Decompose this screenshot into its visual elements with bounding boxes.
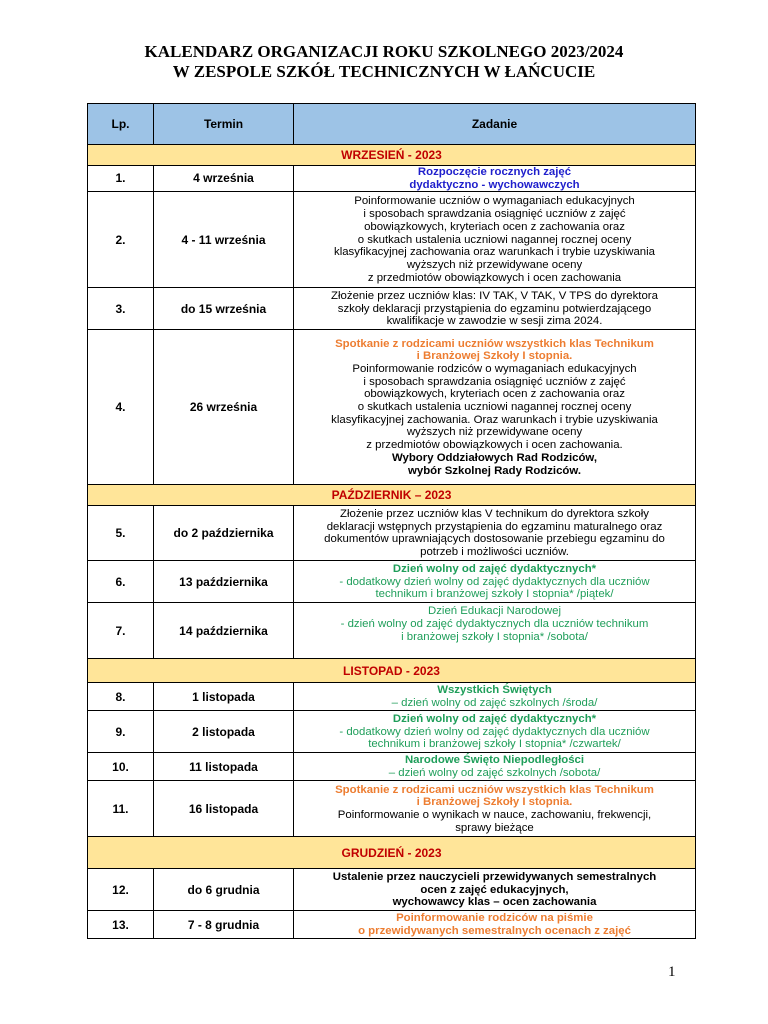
row-lp: 6.	[88, 561, 154, 603]
month-row-pazdziernik	[88, 485, 696, 506]
table-row	[88, 781, 696, 837]
task-line: Spotkanie z rodzicami uczniów wszystkich klas Technikum	[335, 337, 654, 350]
task-line: Złożenie przez uczniów klas: IV TAK, V TAK, V TPS do dyrektora	[331, 289, 658, 302]
row-termin: 2 listopada	[154, 711, 294, 753]
task-line: dokumentów uprawniających dostosowanie przebiegu egzaminu do	[324, 533, 665, 546]
task-line: Wszystkich Świętych	[437, 684, 552, 697]
task-line: klasyfikacyjnej zachowania. Oraz warunkach i trybie uzyskiwania	[331, 413, 658, 426]
row-termin: do 6 grudnia	[154, 869, 294, 911]
table-row	[88, 166, 696, 192]
row-zadanie	[294, 561, 696, 603]
month-label: WRZESIEŃ - 2023	[88, 145, 696, 166]
task-line: - dodatkowy dzień wolny od zajęć dydaktycznych dla uczniów	[339, 575, 650, 588]
header-lp: Lp.	[88, 104, 154, 145]
row-zadanie	[294, 869, 696, 911]
task-line: i branżowej szkoły I stopnia* /sobota/	[401, 630, 588, 643]
task-line: Ustalenie przez nauczycieli przewidywanych semestralnych	[332, 870, 657, 883]
task-line: Poinformowanie rodziców o wymaganiach edukacyjnych	[352, 362, 637, 375]
task-line: potrzeb i możliwości uczniów.	[420, 546, 569, 559]
table-row	[88, 603, 696, 659]
month-row-wrzesien	[88, 145, 696, 166]
row-lp: 12.	[88, 869, 154, 911]
task-line: klasyfikacyjnej zachowania oraz warunkach i trybie uzyskiwania	[334, 246, 655, 259]
document-title	[0, 42, 768, 82]
row-lp: 11.	[88, 781, 154, 837]
calendar-table	[87, 103, 696, 939]
row-zadanie	[294, 506, 696, 561]
task-line: Narodowe Święto Niepodległości	[404, 754, 585, 767]
task-line: i Branżowej Szkoły I stopnia.	[416, 796, 573, 809]
month-row-grudzien	[88, 837, 696, 869]
row-lp: 1.	[88, 166, 154, 192]
row-lp: 4.	[88, 330, 154, 485]
row-lp: 9.	[88, 711, 154, 753]
row-lp: 10.	[88, 753, 154, 781]
task-line: – dzień wolny od zajęć szkolnych /sobota/	[388, 766, 601, 779]
month-label: GRUDZIEŃ - 2023	[88, 837, 696, 869]
row-zadanie	[294, 603, 696, 659]
task-line: i Branżowej Szkoły I stopnia.	[416, 350, 573, 363]
task-line: wychowawcy klas – ocen zachowania	[392, 896, 597, 909]
table-row	[88, 753, 696, 781]
row-termin: 13 października	[154, 561, 294, 603]
task-line: Spotkanie z rodzicami uczniów wszystkich klas Technikum	[335, 783, 654, 796]
table-row	[88, 711, 696, 753]
task-line: ocen z zajęć edukacyjnych,	[420, 883, 569, 896]
row-zadanie	[294, 166, 696, 192]
row-lp: 3.	[88, 288, 154, 330]
task-line: o skutkach ustalenia uczniowi nagannej rocznej oceny	[357, 401, 632, 414]
row-termin: 16 listopada	[154, 781, 294, 837]
task-line: technikum i branżowej szkoły I stopnia* /piątek/	[375, 588, 614, 601]
task-line: Dzień wolny od zajęć dydaktycznych*	[392, 562, 597, 575]
task-line: Dzień wolny od zajęć dydaktycznych*	[392, 712, 597, 725]
row-zadanie	[294, 330, 696, 485]
row-zadanie	[294, 781, 696, 837]
header-termin: Termin	[154, 104, 294, 145]
title-line-2: W ZESPOLE SZKÓŁ TECHNICZNYCH W ŁAŃCUCIE	[172, 62, 596, 81]
row-lp: 2.	[88, 192, 154, 288]
page-number: 1	[668, 964, 676, 980]
task-line: szkoły deklaracji przystąpienia do egzaminu potwierdzającego	[337, 302, 652, 315]
task-line: obowiązkowych, kryteriach ocen z zachowania oraz	[364, 388, 625, 401]
table-row	[88, 869, 696, 911]
task-line: technikum i branżowej szkoły I stopnia* /czwartek/	[368, 738, 621, 751]
task-line: z przedmiotów obowiązkowych i ocen zachowania	[367, 271, 622, 284]
row-termin: 11 listopada	[154, 753, 294, 781]
row-zadanie	[294, 288, 696, 330]
row-zadanie	[294, 753, 696, 781]
row-zadanie	[294, 683, 696, 711]
task-line: dydaktyczno - wychowawczych	[409, 178, 580, 191]
task-line: Dzień Edukacji Narodowej	[428, 605, 561, 618]
row-termin: 4 - 11 września	[154, 192, 294, 288]
task-line: Poinformowanie uczniów o wymaganiach edukacyjnych	[354, 195, 635, 208]
row-lp: 7.	[88, 603, 154, 659]
row-lp: 13.	[88, 911, 154, 939]
table-row	[88, 911, 696, 939]
task-line: Rozpoczęcie rocznych zajęć	[417, 166, 572, 178]
table-row	[88, 288, 696, 330]
task-line: kwalifikacje w zawodzie w sesji zima 2024.	[386, 315, 603, 328]
month-label: LISTOPAD - 2023	[88, 659, 696, 683]
row-termin: do 15 września	[154, 288, 294, 330]
task-line: i sposobach sprawdzania osiągnięć uczniów z zajęć	[363, 375, 626, 388]
task-line: wybór Szkolnej Rady Rodziców.	[408, 464, 581, 477]
month-row-listopad	[88, 659, 696, 683]
task-line: z przedmiotów obowiązkowych i ocen zachowania.	[366, 439, 623, 452]
row-termin: do 2 października	[154, 506, 294, 561]
row-termin: 14 października	[154, 603, 294, 659]
row-zadanie	[294, 911, 696, 939]
title-line-1: KALENDARZ ORGANIZACJI ROKU SZKOLNEGO 2023/2024	[144, 42, 624, 61]
task-line: – dzień wolny od zajęć szkolnych /środa/	[391, 696, 598, 709]
task-line: i sposobach sprawdzania osiągnięć uczniów z zajęć	[363, 208, 626, 221]
row-lp: 8.	[88, 683, 154, 711]
task-line: Wybory Oddziałowych Rad Rodziców,	[391, 451, 598, 464]
row-zadanie	[294, 192, 696, 288]
task-line: wyższych niż przewidywane oceny	[406, 258, 583, 271]
row-lp: 5.	[88, 506, 154, 561]
row-termin: 4 września	[154, 166, 294, 192]
task-line: o przewidywanych semestralnych ocenach z zajęć	[358, 924, 631, 937]
table-row	[88, 330, 696, 485]
header-zadanie: Zadanie	[294, 104, 696, 145]
row-zadanie	[294, 711, 696, 753]
task-line: Złożenie przez uczniów klas V technikum do dyrektora szkoły	[340, 508, 649, 520]
task-line: obowiązkowych, kryteriach ocen z zachowania oraz	[364, 220, 625, 233]
table-row	[88, 506, 696, 561]
task-line: Poinformowanie rodziców na piśmie	[396, 912, 593, 925]
task-line: wyższych niż przewidywane oceny	[406, 426, 583, 439]
month-label: PAŹDZIERNIK – 2023	[88, 485, 696, 506]
task-line: deklaracji wstępnych przystąpienia do egzaminu maturalnego oraz	[326, 520, 663, 533]
task-line: sprawy bieżące	[455, 821, 534, 834]
task-line: Poinformowanie o wynikach w nauce, zachowaniu, frekwencji,	[337, 808, 652, 821]
table-row	[88, 683, 696, 711]
task-line: o skutkach ustalenia uczniowi nagannej rocznej oceny	[357, 233, 632, 246]
table-row	[88, 192, 696, 288]
row-termin: 26 września	[154, 330, 294, 485]
table-header-row	[88, 104, 696, 145]
row-termin: 7 - 8 grudnia	[154, 911, 294, 939]
table-row	[88, 561, 696, 603]
task-line: - dodatkowy dzień wolny od zajęć dydaktycznych dla uczniów	[339, 725, 650, 738]
task-line: - dzień wolny od zajęć dydaktycznych dla uczniów technikum	[340, 618, 649, 631]
row-termin: 1 listopada	[154, 683, 294, 711]
